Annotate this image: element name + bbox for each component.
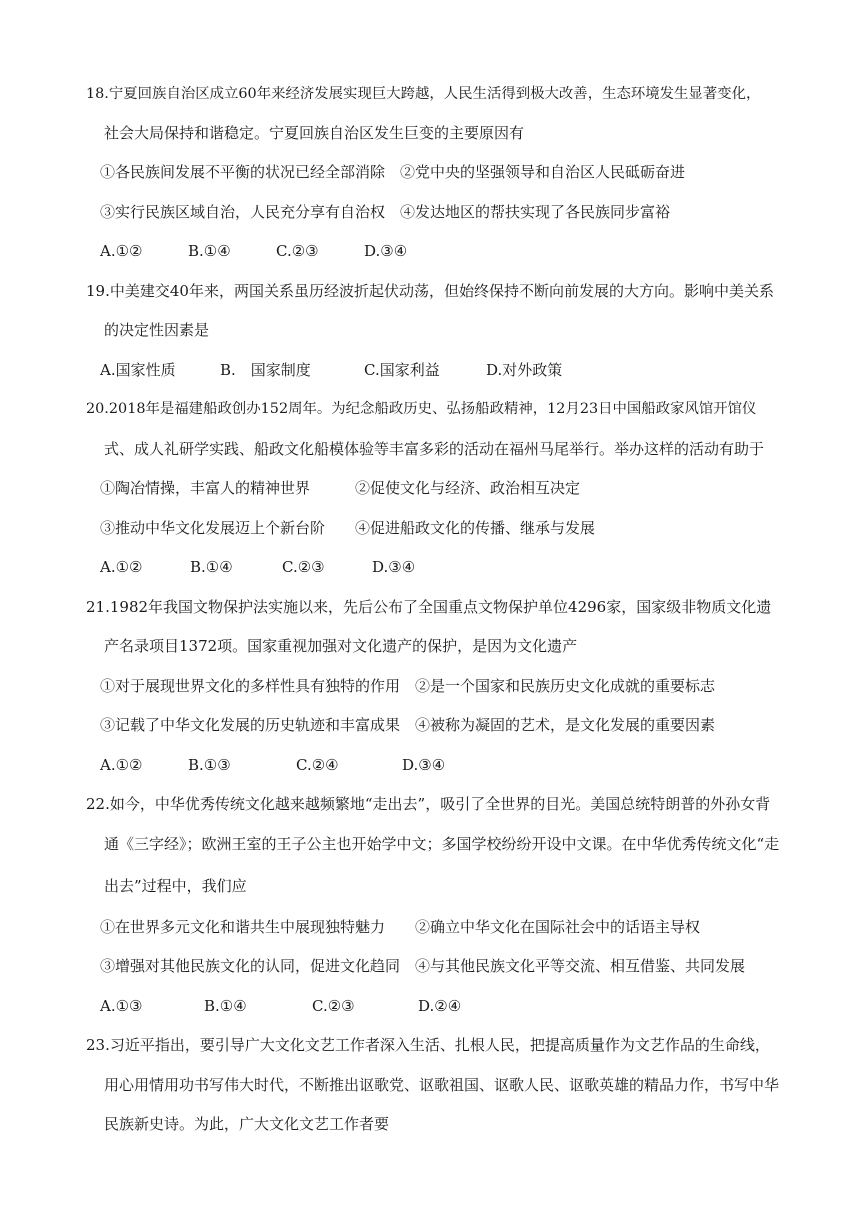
q22-option-d[interactable]: D.②④ — [418, 997, 462, 1015]
q21-statement-1: ①对于展现世界文化的多样性具有独特的作用 ②是一个国家和民族历史文化成就的重要标志 — [100, 677, 716, 695]
q23-stem-line-1: 23.习近平指出，要引导广大文化文艺工作者深入生活、扎根人民，把提高质量作为文艺作品的生命线， — [86, 1036, 770, 1054]
q22-stem-line-2: 通《三字经》；欧洲王室的王子公主也开始学中文；多国学校纷纷开设中文课。在中华优秀传统文化“走 — [104, 835, 780, 853]
q23-stem-line-2: 用心用情用功书写伟大时代，不断推出讴歌党、讴歌祖国、讴歌人民、讴歌英雄的精品力作，书写中华 — [104, 1076, 780, 1094]
q19-option-b[interactable]: B. 国家制度 — [220, 361, 311, 379]
q22-option-b[interactable]: B.①④ — [204, 997, 247, 1015]
q19-option-d[interactable]: D.对外政策 — [486, 361, 563, 379]
q19-stem-line-1: 19.中美建交40年来，两国关系虽历经波折起伏动荡，但始终保持不断向前发展的大方向。影响中美关系 — [86, 282, 774, 300]
q20-option-b[interactable]: B.①④ — [190, 558, 233, 576]
q20-option-d[interactable]: D.③④ — [372, 558, 416, 576]
q20-option-a[interactable]: A.①② — [100, 558, 143, 576]
q22-stem-line-1: 22.如今，中华优秀传统文化越来越频繁地“走出去”，吸引了全世界的目光。美国总统特朗普的外孙女背 — [86, 795, 771, 813]
q20-options — [100, 557, 415, 577]
q22-option-c[interactable]: C.②③ — [312, 997, 355, 1015]
q18-stem-line-1: 18.宁夏回族自治区成立60年来经济发展实现巨大跨越，人民生活得到极大改善，生态环境发生显著变化， — [86, 86, 761, 102]
q21-option-b[interactable]: B.①③ — [188, 756, 231, 774]
q18-statement-1: ①各民族间发展不平衡的状况已经全部消除 ②党中央的坚强领导和自治区人民砥砺奋进 — [100, 163, 686, 181]
q19-stem-line-2: 的决定性因素是 — [104, 321, 210, 339]
q18-option-a[interactable]: A.①② — [100, 242, 143, 260]
q21-stem-line-1: 21.1982年我国文物保护法实施以来，先后公布了全国重点文物保护单位4296家，国家级非物质文化遗 — [86, 598, 772, 616]
q19-option-c[interactable]: C.国家利益 — [364, 361, 440, 379]
q22-statement-1: ①在世界多元文化和谐共生中展现独特魅力 ②确立中华文化在国际社会中的话语主导权 — [100, 918, 701, 936]
q21-option-c[interactable]: C.②④ — [296, 756, 339, 774]
q18-option-c[interactable]: C.②③ — [276, 242, 319, 260]
q20-statement-1: ①陶冶情操，丰富人的精神世界 ②促使文化与经济、政治相互决定 — [100, 479, 581, 497]
q21-options — [100, 755, 445, 775]
q21-option-d[interactable]: D.③④ — [402, 756, 446, 774]
q18-options — [100, 241, 407, 261]
q23-stem-line-3: 民族新史诗。为此，广大文化文艺工作者要 — [104, 1115, 390, 1133]
q20-stem-line-2: 式、成人礼研学实践、船政文化船模体验等丰富多彩的活动在福州马尾举行。举办这样的活动有助于 — [104, 440, 765, 458]
q18-option-b[interactable]: B.①④ — [188, 242, 231, 260]
q18-option-d[interactable]: D.③④ — [364, 242, 408, 260]
q19-option-a[interactable]: A.国家性质 — [100, 361, 176, 379]
q22-stem-line-3: 出去”过程中，我们应 — [104, 877, 247, 895]
q20-stem-line-1: 20.2018年是福建船政创办152周年。为纪念船政历史、弘扬船政精神，12月23日中国船政家风馆开馆仪 — [86, 401, 757, 417]
q18-stem-line-2: 社会大局保持和谐稳定。宁夏回族自治区发生巨变的主要原因有 — [104, 124, 525, 142]
q19-options — [100, 360, 562, 380]
q22-option-a[interactable]: A.①③ — [100, 997, 143, 1015]
q18-statement-2: ③实行民族区域自治，人民充分享有自治权 ④发达地区的帮扶实现了各民族同步富裕 — [100, 203, 671, 221]
q21-stem-line-2: 产名录项目1372项。国家重视加强对文化遗产的保护，是因为文化遗产 — [104, 637, 578, 655]
q21-statement-2: ③记载了中华文化发展的历史轨迹和丰富成果 ④被称为凝固的艺术，是文化发展的重要因素 — [100, 716, 716, 734]
q21-option-a[interactable]: A.①② — [100, 756, 143, 774]
q20-statement-2: ③推动中华文化发展迈上个新台阶 ④促进船政文化的传播、继承与发展 — [100, 519, 596, 537]
q22-options — [100, 996, 461, 1016]
q22-statement-2: ③增强对其他民族文化的认同，促进文化趋同 ④与其他民族文化平等交流、相互借鉴、共同发展 — [100, 957, 746, 975]
q20-option-c[interactable]: C.②③ — [282, 558, 325, 576]
